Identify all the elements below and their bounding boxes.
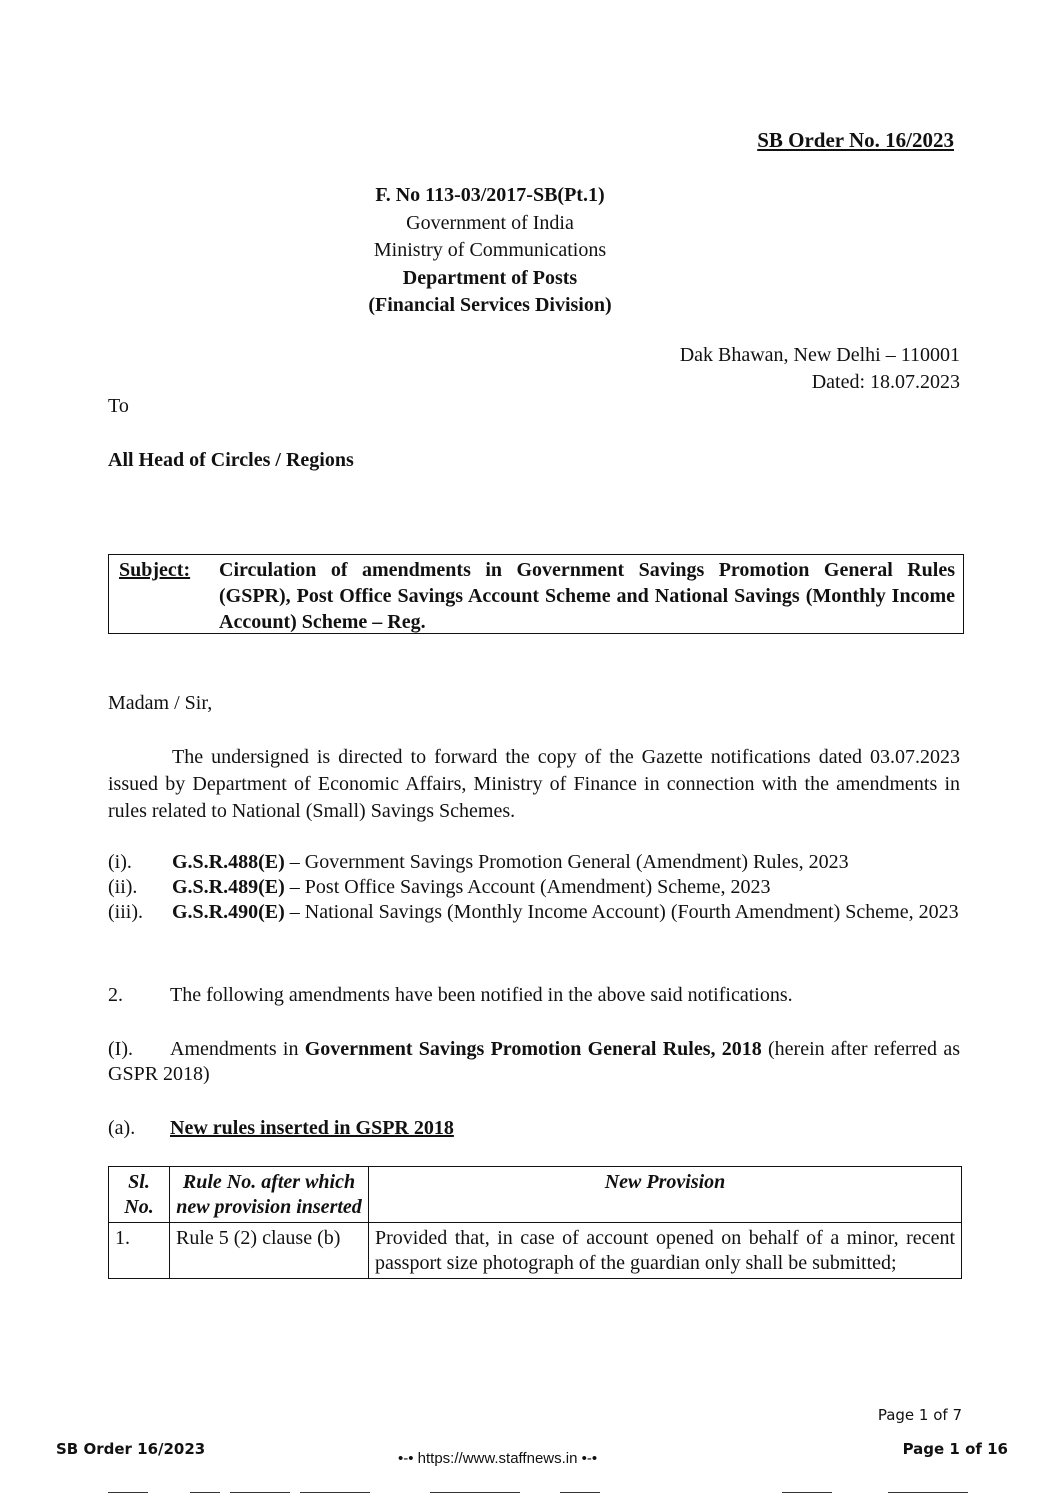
paragraph-number: (I).	[108, 1038, 133, 1060]
list-item	[108, 850, 960, 875]
ministry-name: Ministry of Communications	[373, 239, 607, 261]
paragraph-number: 2.	[108, 984, 123, 1006]
list-item	[108, 900, 960, 925]
scan-artifact-line	[300, 1492, 370, 1493]
cell-sl-no: 1.	[109, 1223, 170, 1279]
footer-order-ref: SB Order 16/2023	[56, 1440, 206, 1458]
rules-title: Government Savings Promotion General Rules, 2018	[304, 1038, 762, 1060]
page-number-original: Page 1 of 7	[877, 1406, 962, 1424]
footer-page-number: Page 1 of 16	[902, 1440, 1008, 1458]
scan-artifact-line	[560, 1492, 600, 1493]
list-item-number: (i).	[108, 851, 132, 873]
department-name: Department of Posts	[402, 266, 578, 289]
footer-website-link[interactable]: •-• https://www.staffnews.in •-•	[398, 1450, 598, 1467]
scan-artifact-line	[230, 1492, 290, 1493]
scan-artifact-line	[108, 1492, 148, 1493]
paragraph-3-suffix: (herein after referred as GSPR 2018)	[108, 1038, 960, 1085]
government-name: Government of India	[406, 211, 574, 234]
paragraph-2-text: The following amendments have been notified in the above said notifications.	[170, 984, 793, 1006]
list-item-number: (ii).	[108, 876, 138, 898]
file-number: F. No 113-03/2017-SB(Pt.1)	[375, 184, 605, 206]
new-rules-table	[108, 1166, 962, 1279]
paragraph-3	[108, 1037, 960, 1087]
section-title: New rules inserted in GSPR 2018	[170, 1117, 454, 1139]
to-label: To	[108, 395, 129, 417]
section-number: (a).	[108, 1117, 136, 1139]
notification-title: – Government Savings Promotion General (Amendment) Rules, 2023	[284, 851, 849, 873]
cell-rule-no: Rule 5 (2) clause (b)	[170, 1223, 369, 1279]
section-a-heading	[108, 1117, 454, 1140]
column-header-rule-no: Rule No. after which new provision inserted	[170, 1167, 369, 1223]
place-date-block	[680, 342, 960, 396]
division-name: (Financial Services Division)	[368, 294, 612, 316]
scan-artifact-line	[888, 1492, 968, 1493]
table-row	[109, 1223, 962, 1279]
letterhead	[330, 182, 650, 320]
paragraph-1: The undersigned is directed to forward the copy of the Gazette notifications dated 03.07.2023 issued by Department of Economic Affairs, Ministry of Finance in connection with the amendments in rules related to National (Small) Savings Schemes.	[108, 746, 960, 822]
notification-list	[108, 850, 960, 925]
scan-artifact-line	[430, 1492, 520, 1493]
list-item	[108, 875, 960, 900]
notification-code: G.S.R.488(E)	[172, 851, 285, 873]
column-header-new-provision: New Provision	[369, 1167, 962, 1223]
column-header-sl-no: Sl. No.	[109, 1167, 170, 1223]
subject-box	[108, 554, 964, 634]
salutation: Madam / Sir,	[108, 692, 213, 714]
date: Dated: 18.07.2023	[811, 371, 960, 393]
place: Dak Bhawan, New Delhi – 110001	[679, 344, 960, 366]
paragraph-2	[108, 984, 960, 1007]
scan-artifact-line	[782, 1492, 832, 1493]
subject-label: Subject:	[119, 559, 191, 581]
subject-text: Circulation of amendments in Government Savings Promotion General Rules (GSPR), Post Office Savings Account Scheme and National Savings (Monthly Income Account) Scheme – Reg.	[219, 559, 955, 633]
order-number: SB Order No. 16/2023	[757, 128, 954, 152]
notification-title: – National Savings (Monthly Income Account) (Fourth Amendment) Scheme, 2023	[284, 901, 959, 923]
notification-title: – Post Office Savings Account (Amendment) Scheme, 2023	[284, 876, 771, 898]
notification-code: G.S.R.489(E)	[172, 876, 285, 898]
cell-new-provision: Provided that, in case of account opened on behalf of a minor, recent passport size photograph of the guardian only shall be submitted;	[369, 1223, 962, 1279]
addressee: All Head of Circles / Regions	[108, 449, 354, 471]
scan-artifact-line	[190, 1492, 220, 1493]
paragraph-3-prefix: Amendments in	[170, 1038, 305, 1060]
notification-code: G.S.R.490(E)	[172, 901, 285, 923]
list-item-number: (iii).	[108, 901, 143, 923]
table-header-row	[109, 1167, 962, 1223]
